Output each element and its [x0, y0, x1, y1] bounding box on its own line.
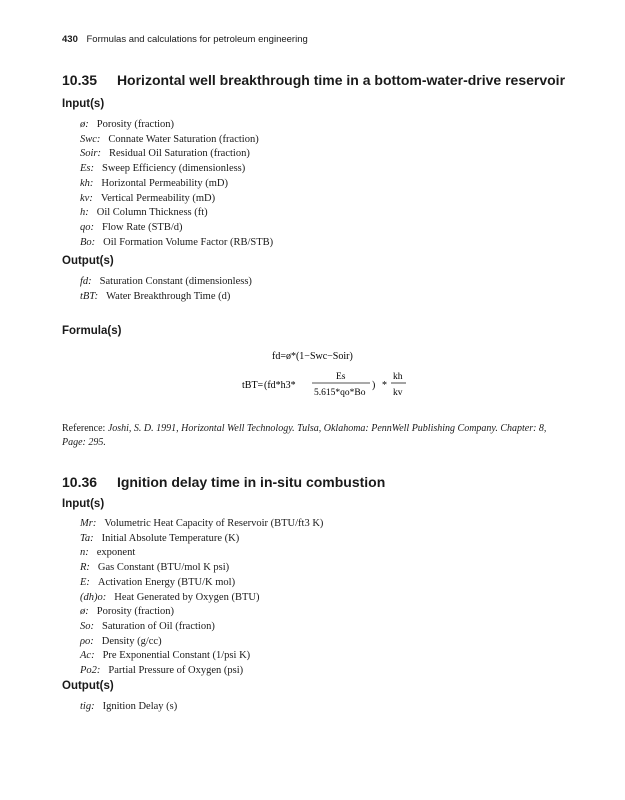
variable-symbol: Es: — [80, 163, 94, 175]
output-variable-list — [80, 275, 252, 304]
outputs-heading: Output(s) — [62, 680, 114, 692]
variable-row — [80, 700, 177, 715]
variable-description: Horizontal Permeability (mD) — [101, 177, 228, 189]
variable-symbol: Soir: — [80, 148, 101, 160]
variable-description: Gas Constant (BTU/mol K psi) — [97, 562, 230, 574]
variable-row — [80, 221, 273, 236]
variable-symbol: tBT: — [80, 290, 99, 302]
variable-symbol: Bo: — [80, 236, 96, 248]
variable-row — [80, 206, 273, 221]
variable-description: Oil Formation Volume Factor (RB/STB) — [103, 236, 274, 248]
input-variable-list — [80, 517, 323, 679]
input-variable-list — [80, 118, 273, 250]
variable-row — [80, 591, 323, 606]
section-title — [62, 72, 565, 88]
variable-symbol: ρo: — [80, 635, 94, 647]
variable-row — [80, 290, 252, 305]
formula-eq2-open: (fd*h3* — [264, 380, 296, 391]
variable-symbol: fd: — [80, 276, 92, 287]
variable-symbol: R: — [80, 562, 90, 574]
variable-symbol: tig: — [80, 701, 95, 712]
variable-description: Flow Rate (STB/d) — [102, 221, 183, 233]
formula-block — [240, 345, 440, 405]
inputs-heading: Input(s) — [62, 498, 105, 510]
variable-symbol: kh: — [80, 177, 94, 189]
variable-description: Vertical Permeability (mD) — [100, 192, 216, 204]
variable-symbol: h: — [80, 207, 89, 219]
variable-description: Oil Column Thickness (ft) — [96, 207, 208, 219]
variable-description: Initial Absolute Temperature (K) — [101, 532, 240, 544]
variable-symbol: So: — [80, 620, 94, 632]
formula-ratio-numerator: kh — [393, 372, 403, 382]
variable-row — [80, 192, 273, 207]
variable-symbol: Ac: — [80, 650, 95, 662]
variable-row — [80, 275, 252, 290]
output-variable-list — [80, 700, 177, 715]
reference — [62, 422, 562, 450]
running-title: Formulas and calculations for petroleum engineering — [86, 34, 308, 45]
outputs-heading: Output(s) — [62, 255, 114, 267]
formula-eq2-lhs: tBT= — [242, 380, 264, 391]
variable-description: Volumetric Heat Capacity of Reservoir (BTU/ft3 K) — [104, 518, 324, 529]
variable-row — [80, 635, 323, 650]
variable-symbol: ø: — [80, 606, 89, 618]
variable-description: Pre Exponential Constant (1/psi K) — [102, 650, 251, 662]
formula-eq2-denominator: 5.615*qo*Bo — [314, 388, 366, 398]
variable-description: Sweep Efficiency (dimensionless) — [102, 163, 246, 175]
formula-ratio-denominator: kv — [393, 388, 403, 398]
variable-symbol: Po2: — [80, 665, 101, 677]
section-number: 10.36 — [62, 474, 98, 490]
variable-row — [80, 133, 273, 148]
variable-description: Porosity (fraction) — [96, 606, 175, 618]
variable-description: Ignition Delay (s) — [102, 701, 178, 712]
variable-row — [80, 576, 323, 591]
variable-row — [80, 517, 323, 532]
reference-label: Reference: — [62, 423, 106, 434]
variable-description: exponent — [96, 547, 136, 559]
variable-description: Saturation Constant (dimensionless) — [99, 276, 252, 287]
section-title-text: Ignition delay time in in-situ combustion — [116, 474, 386, 490]
variable-row — [80, 118, 273, 133]
variable-row — [80, 605, 323, 620]
variable-description: Activation Energy (BTU/K mol) — [97, 576, 236, 588]
variable-symbol: Mr: — [80, 518, 97, 529]
variable-description: Residual Oil Saturation (fraction) — [109, 148, 250, 160]
section-number: 10.35 — [62, 72, 98, 88]
variable-row — [80, 177, 273, 192]
variable-symbol: E: — [80, 576, 90, 588]
formula-eq2-numerator: Es — [336, 372, 346, 382]
variable-symbol: Swc: — [80, 133, 101, 145]
page-number: 430 — [62, 34, 78, 45]
formula-heading: Formula(s) — [62, 325, 122, 337]
variable-row — [80, 162, 273, 177]
variable-symbol: kv: — [80, 192, 93, 204]
formula-eq1: fd=ø*(1−Swc−Soir) — [272, 351, 353, 362]
variable-row — [80, 561, 323, 576]
running-header — [62, 34, 308, 45]
inputs-heading: Input(s) — [62, 98, 105, 110]
variable-description: Density (g/cc) — [101, 635, 162, 647]
section-title — [62, 474, 385, 490]
variable-description: Connate Water Saturation (fraction) — [108, 133, 259, 145]
variable-description: Partial Pressure of Oxygen (psi) — [108, 665, 244, 677]
reference-text: Joshi, S. D. 1991, Horizontal Well Technology. Tulsa, Oklahoma: PennWell Publishing Company. Chapter: 8, Page: 295. — [62, 423, 547, 448]
variable-description: Saturation of Oil (fraction) — [102, 620, 215, 632]
variable-description: Heat Generated by Oxygen (BTU) — [114, 591, 260, 603]
formula-eq2-multiply: * — [382, 380, 387, 391]
variable-description: Water Breakthrough Time (d) — [106, 290, 231, 302]
variable-symbol: (dh)o: — [80, 591, 107, 603]
variable-description: Porosity (fraction) — [96, 119, 175, 130]
section-title-text: Horizontal well breakthrough time in a bottom-water-drive reservoir — [116, 72, 566, 88]
variable-row — [80, 532, 323, 547]
variable-row — [80, 649, 323, 664]
variable-symbol: n: — [80, 547, 89, 559]
variable-row — [80, 664, 323, 679]
variable-row — [80, 236, 273, 251]
variable-symbol: ø: — [80, 119, 89, 130]
formula-eq2-close: ) — [372, 380, 376, 391]
variable-symbol: qo: — [80, 221, 94, 233]
variable-row — [80, 620, 323, 635]
variable-row — [80, 147, 273, 162]
variable-symbol: Ta: — [80, 532, 94, 544]
variable-row — [80, 546, 323, 561]
